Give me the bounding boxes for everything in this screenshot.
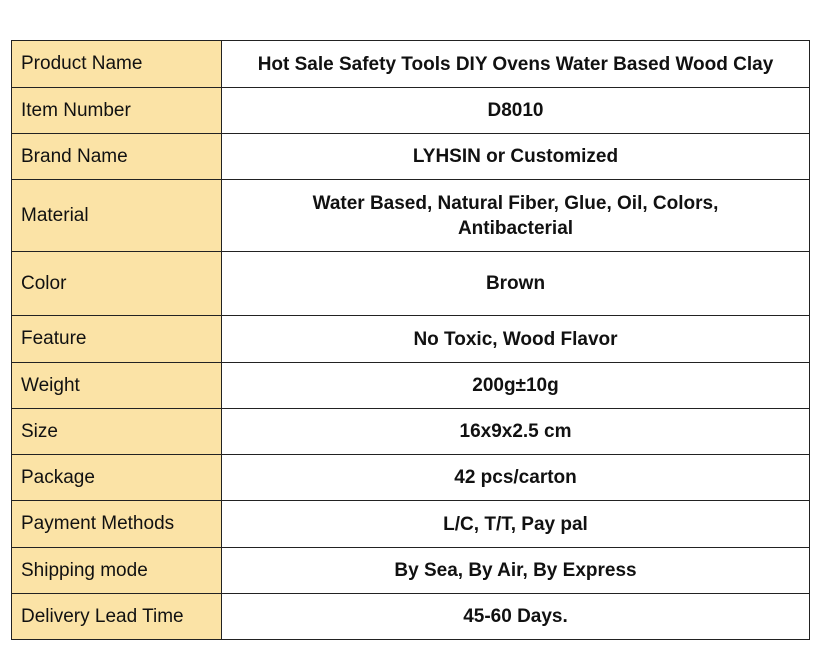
row-label: Weight <box>12 363 222 409</box>
table-row <box>12 180 810 252</box>
table-row <box>12 134 810 180</box>
product-spec-table <box>11 40 810 640</box>
row-value: Hot Sale Safety Tools DIY Ovens Water Based Wood Clay <box>222 41 810 88</box>
row-value: No Toxic, Wood Flavor <box>222 316 810 363</box>
row-label: Size <box>12 409 222 455</box>
row-label: Feature <box>12 316 222 363</box>
row-label: Delivery Lead Time <box>12 594 222 640</box>
row-label: Brand Name <box>12 134 222 180</box>
row-value: 42 pcs/carton <box>222 455 810 501</box>
table-row <box>12 252 810 316</box>
table-row <box>12 41 810 88</box>
row-label: Payment Methods <box>12 501 222 548</box>
row-value: LYHSIN or Customized <box>222 134 810 180</box>
row-value: Brown <box>222 252 810 316</box>
row-label: Product Name <box>12 41 222 88</box>
row-value: 16x9x2.5 cm <box>222 409 810 455</box>
row-label: Item Number <box>12 88 222 134</box>
row-label: Material <box>12 180 222 252</box>
row-label: Shipping mode <box>12 548 222 594</box>
row-value: 200g±10g <box>222 363 810 409</box>
table-row <box>12 455 810 501</box>
table-row <box>12 548 810 594</box>
table-row <box>12 501 810 548</box>
table-row <box>12 594 810 640</box>
row-value: By Sea, By Air, By Express <box>222 548 810 594</box>
row-value: L/C, T/T, Pay pal <box>222 501 810 548</box>
row-value: Water Based, Natural Fiber, Glue, Oil, Colors, Antibacterial <box>222 180 810 252</box>
row-value: D8010 <box>222 88 810 134</box>
table-row <box>12 363 810 409</box>
row-value: 45-60 Days. <box>222 594 810 640</box>
table-row <box>12 409 810 455</box>
table-row <box>12 88 810 134</box>
row-label: Color <box>12 252 222 316</box>
table-row <box>12 316 810 363</box>
row-label: Package <box>12 455 222 501</box>
